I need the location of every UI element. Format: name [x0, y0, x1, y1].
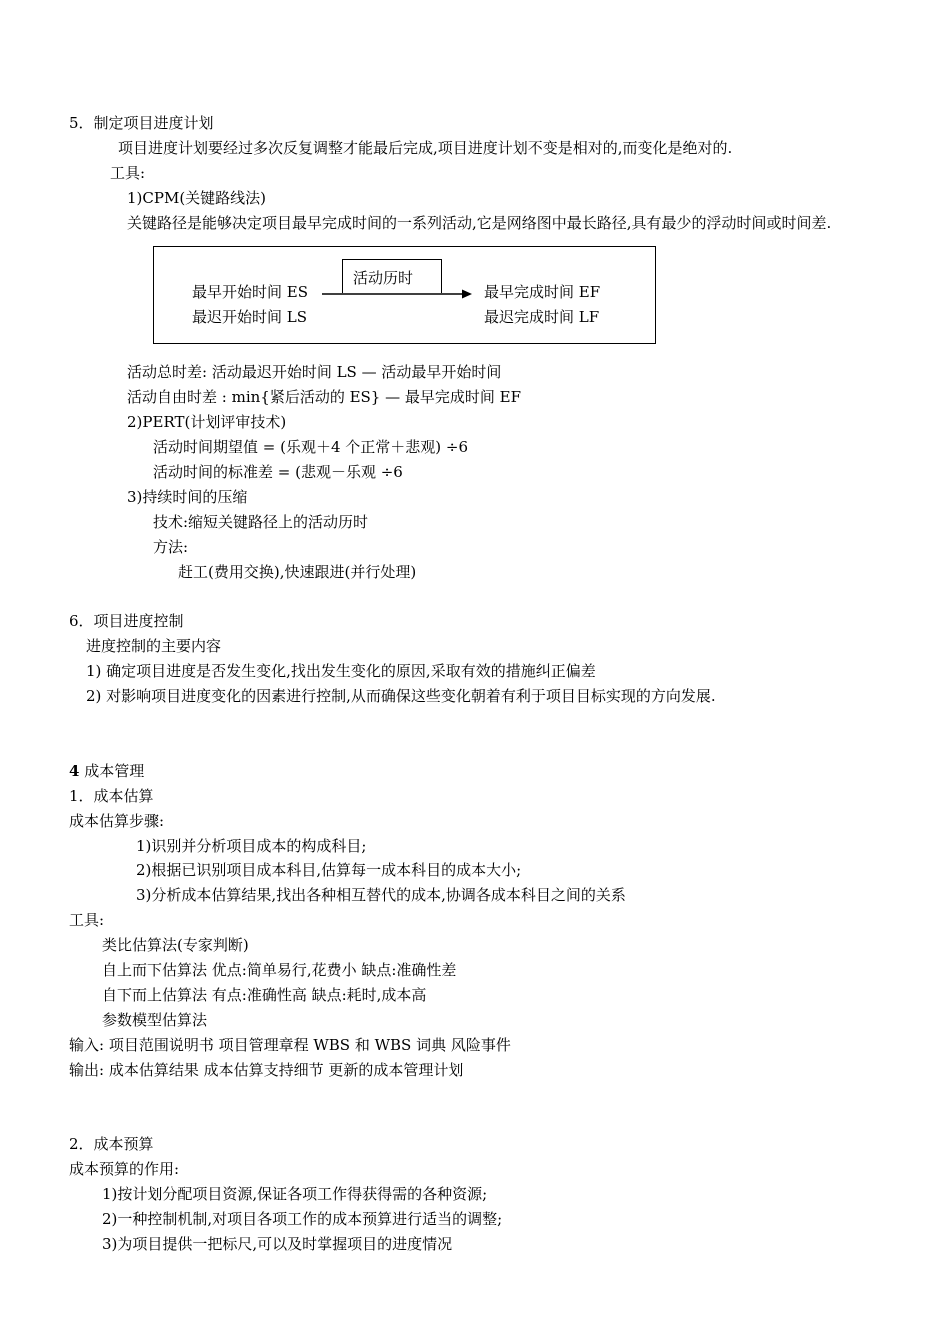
cpm-title: 1)CPM(关键路线法) [127, 189, 267, 207]
cost-estimate-output: 输出: 成本估算结果 成本估算支持细节 更新的成本管理计划 [69, 1061, 464, 1079]
control-content-label: 进度控制的主要内容 [86, 637, 222, 655]
control-item: 2) 对影响项目进度变化的因素进行控制,从而确保这些变化朝着有利于项目目标实现的方向发展. [86, 687, 716, 705]
free-float: 活动自由时差 : min{紧后活动的 ES} — 最早完成时间 EF [127, 388, 522, 406]
latest-start-label: 最迟开始时间 LS [192, 308, 308, 326]
cost-tool: 自下而上估算法 有点:准确性高 缺点:耗时,成本高 [102, 986, 427, 1004]
earliest-start-label: 最早开始时间 ES [192, 283, 308, 301]
pert-std-deviation: 活动时间的标准差 = (悲观－乐观 ÷6 [153, 463, 403, 481]
earliest-finish-label: 最早完成时间 EF [484, 283, 601, 301]
compress-title: 3)持续时间的压缩 [127, 488, 248, 506]
compress-technique: 技术:缩短关键路径上的活动历时 [153, 513, 369, 531]
cost-estimate-step: 2)根据已识别项目成本科目,估算每一成本科目的成本大小; [136, 861, 522, 879]
section-6-title: 6．项目进度控制 [69, 612, 184, 630]
pert-expected-value: 活动时间期望值 = (乐观＋4 个正常＋悲观) ÷6 [153, 438, 469, 456]
cost-estimate-step: 3)分析成本估算结果,找出各种相互替代的成本,协调各成本科目之间的关系 [136, 886, 626, 904]
cost-tool: 参数模型估算法 [102, 1011, 208, 1029]
latest-finish-label: 最迟完成时间 LF [484, 308, 600, 326]
cost-budget-title: 2．成本预算 [69, 1135, 154, 1153]
total-float: 活动总时差: 活动最迟开始时间 LS — 活动最早开始时间 [127, 363, 502, 381]
cost-estimate-steps-label: 成本估算步骤: [69, 812, 165, 830]
cost-budget-role: 1)按计划分配项目资源,保证各项工作得获得需的各种资源; [102, 1185, 488, 1203]
section-5-title: 5．制定项目进度计划 [69, 114, 214, 132]
pert-title: 2)PERT(计划评审技术) [127, 413, 287, 431]
compress-methods: 赶工(费用交换),快速跟进(并行处理) [178, 563, 417, 581]
compress-method-label: 方法: [153, 538, 189, 556]
activity-duration-label: 活动历时 [353, 269, 414, 287]
cost-tool: 自上而下估算法 优点:简单易行,花费小 缺点:准确性差 [102, 961, 457, 979]
cost-budget-role: 3)为项目提供一把标尺,可以及时掌握项目的进度情况 [102, 1235, 453, 1253]
control-item: 1) 确定项目进度是否发生变化,找出发生变化的原因,采取有效的措施纠正偏差 [86, 662, 596, 680]
chapter-title-text: 成本管理 [79, 762, 145, 780]
section-5-intro: 项目进度计划要经过多次反复调整才能最后完成,项目进度计划不变是相对的,而变化是绝对的. [118, 139, 733, 157]
right-arrow-icon [322, 288, 472, 300]
cost-tools-label: 工具: [69, 911, 105, 929]
chapter-4-title [69, 761, 144, 781]
tools-label: 工具: [110, 164, 146, 182]
cost-estimate-input: 输入: 项目范围说明书 项目管理章程 WBS 和 WBS 词典 风险事件 [69, 1036, 511, 1054]
cost-budget-roles-label: 成本预算的作用: [69, 1160, 180, 1178]
cost-estimate-title: 1．成本估算 [69, 787, 154, 805]
cost-tool: 类比估算法(专家判断) [102, 936, 249, 954]
chapter-number: 4 [69, 762, 80, 780]
cost-budget-role: 2)一种控制机制,对项目各项工作的成本预算进行适当的调整; [102, 1210, 503, 1228]
cost-estimate-step: 1)识别并分析项目成本的构成科目; [136, 837, 367, 855]
cpm-description: 关键路径是能够决定项目最早完成时间的一系列活动,它是网络图中最长路径,具有最少的浮动时间或时间差. [127, 214, 832, 232]
